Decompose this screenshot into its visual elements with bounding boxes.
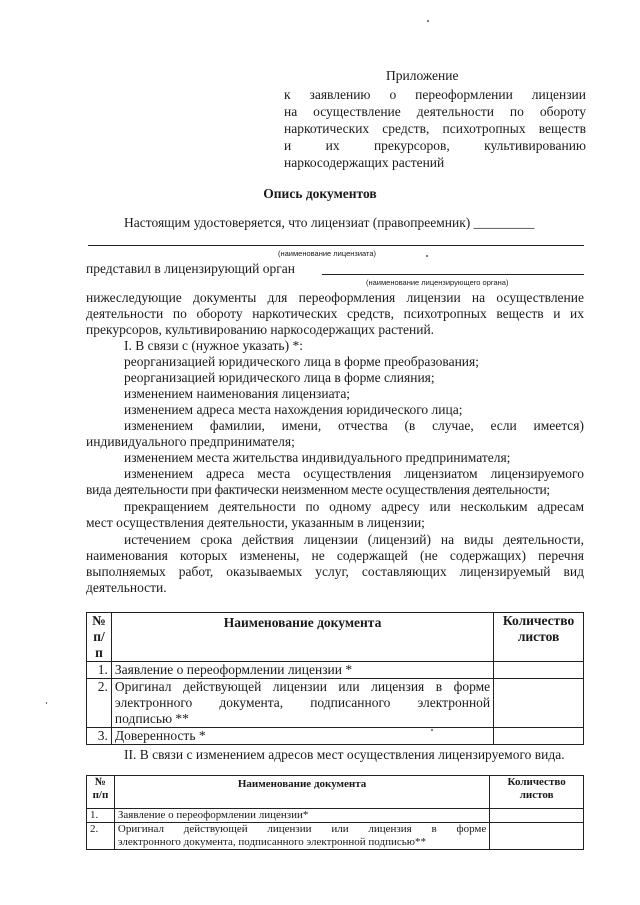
document-title: Опись документов bbox=[263, 186, 377, 201]
section1-heading: I. В связи с (нужное указать) *: bbox=[124, 338, 303, 353]
paragraph-line: прекурсоров, культивированию наркосодержащих растений. bbox=[86, 322, 435, 337]
scan-speck bbox=[427, 20, 429, 22]
documents-table-1 bbox=[86, 612, 584, 745]
intro-line: Настоящим удостоверяется, что лицензиат (правопреемник) _________ bbox=[124, 215, 535, 230]
authority-line: представил в лицензирующий орган bbox=[86, 261, 296, 276]
row-document-name bbox=[111, 662, 493, 679]
item-line: прекращением деятельности по одному адресу или нескольким адресам bbox=[124, 499, 584, 514]
column-header-count bbox=[494, 613, 584, 662]
row-number: 3. bbox=[87, 728, 112, 745]
row-sheet-count[interactable] bbox=[490, 823, 584, 850]
appendix-line: к заявлению о переоформлении лицензии bbox=[284, 87, 586, 102]
cell-line: Оригинал действующей лицензии или лицензия в форме bbox=[117, 823, 487, 835]
section1-item-termination bbox=[124, 499, 584, 515]
item-line: деятельности. bbox=[86, 580, 167, 595]
section1-item: изменением места жительства индивидуального предпринимателя; bbox=[124, 450, 511, 465]
section1-item-expiry-cont bbox=[86, 548, 584, 596]
appendix-title: Приложение bbox=[386, 68, 459, 83]
item-line: мест осуществления деятельности, указанным в лицензии; bbox=[86, 515, 425, 530]
paragraph-line: деятельности по обороту наркотических средств, психотропных веществ и их bbox=[86, 306, 584, 321]
appendix-subtitle bbox=[284, 86, 586, 171]
appendix-line: наркотических средств, психотропных веществ bbox=[284, 121, 586, 136]
header-text: п/п bbox=[92, 789, 109, 801]
row-number: 1. bbox=[87, 662, 112, 679]
row-sheet-count[interactable] bbox=[494, 662, 584, 679]
row-number: 1. bbox=[87, 809, 115, 823]
intro-paragraph bbox=[86, 290, 584, 338]
scan-speck bbox=[431, 729, 433, 731]
row-document-name bbox=[111, 728, 493, 745]
section1-item-address bbox=[124, 466, 584, 482]
licensee-caption: (наименование лицензиата) bbox=[278, 249, 377, 258]
row-document-name bbox=[111, 679, 493, 728]
row-sheet-count[interactable] bbox=[494, 728, 584, 745]
appendix-line: наркосодержащих растений bbox=[284, 155, 445, 170]
item-line: истечением срока действия лицензии (лицензий) на виды деятельности, bbox=[124, 532, 584, 547]
header-text: Наименование документа bbox=[237, 778, 367, 790]
header-text: листов bbox=[519, 789, 554, 801]
item-line: вида деятельности при фактически неизменном месте осуществления деятельности; bbox=[86, 482, 550, 497]
table-row bbox=[87, 728, 584, 745]
section1-item-fio bbox=[124, 418, 584, 434]
table-row bbox=[87, 823, 584, 850]
row-sheet-count[interactable] bbox=[490, 809, 584, 823]
table-row bbox=[87, 809, 584, 823]
item-line: наименования которых изменены, не содержащей (не содержащих) перечня bbox=[86, 548, 584, 563]
section1-item: реорганизацией юридического лица в форме слияния; bbox=[124, 370, 435, 385]
section1-item: реорганизацией юридического лица в форме преобразования; bbox=[124, 354, 479, 369]
row-number: 2. bbox=[87, 823, 115, 850]
cell-line: Доверенность * bbox=[114, 728, 206, 743]
authority-underline bbox=[322, 274, 584, 275]
item-line: выполняемых работ, оказываемых услуг, составляющих лицензируемый вид bbox=[86, 564, 584, 579]
row-sheet-count[interactable] bbox=[494, 679, 584, 728]
header-text: Наименование документа bbox=[223, 615, 382, 630]
cell-line: электронного документа, подписанного электронной bbox=[114, 695, 491, 710]
section1-item-expiry bbox=[124, 532, 584, 548]
cell-line: Заявление о переоформлении лицензии* bbox=[117, 809, 309, 821]
scan-speck bbox=[426, 255, 428, 257]
table-row bbox=[87, 679, 584, 728]
table-header-row bbox=[87, 776, 584, 809]
section1-item: изменением наименования лицензиата; bbox=[124, 386, 351, 401]
section2-heading: II. В связи с изменением адресов мест осуществления лицензируемого вида. bbox=[124, 747, 565, 762]
cell-line: Оригинал действующей лицензии или лицензия в форме bbox=[114, 679, 491, 694]
licensee-underline bbox=[88, 245, 584, 246]
header-text: п/п bbox=[93, 629, 105, 660]
column-header-count bbox=[490, 776, 584, 809]
item-line: изменением адреса места осуществления лицензиатом лицензируемого bbox=[124, 466, 584, 481]
header-text: № bbox=[94, 776, 106, 788]
table-header-row bbox=[87, 613, 584, 662]
cell-line: электронного документа, подписанного электронной подписью** bbox=[117, 836, 426, 848]
column-header-name bbox=[111, 613, 493, 662]
appendix-line: и их прекурсоров, культивированию bbox=[284, 138, 586, 153]
table-row bbox=[87, 662, 584, 679]
row-document-name bbox=[114, 809, 489, 823]
column-header-num bbox=[87, 613, 112, 662]
header-text: Количество bbox=[502, 613, 575, 628]
header-text: листов bbox=[517, 629, 560, 644]
row-number: 2. bbox=[87, 679, 112, 728]
documents-table-2 bbox=[86, 775, 584, 850]
section1-item: изменением адреса места нахождения юридического лица; bbox=[124, 402, 463, 417]
cell-line: подписью ** bbox=[114, 711, 189, 726]
item-line: индивидуального предпринимателя; bbox=[86, 434, 295, 449]
header-text: Количество bbox=[507, 776, 566, 788]
scan-speck bbox=[46, 702, 47, 704]
item-line: изменением фамилии, имени, отчества (в случае, если имеется) bbox=[124, 418, 584, 433]
header-text: № bbox=[92, 613, 106, 628]
column-header-name bbox=[114, 776, 489, 809]
column-header-num bbox=[87, 776, 115, 809]
cell-line: Заявление о переоформлении лицензии * bbox=[114, 662, 353, 677]
appendix-line: на осуществление деятельности по обороту bbox=[284, 104, 586, 119]
row-document-name bbox=[114, 823, 489, 850]
authority-caption: (наименование лицензирующего органа) bbox=[366, 278, 509, 287]
paragraph-line: нижеследующие документы для переоформления лицензии на осуществление bbox=[86, 290, 584, 305]
